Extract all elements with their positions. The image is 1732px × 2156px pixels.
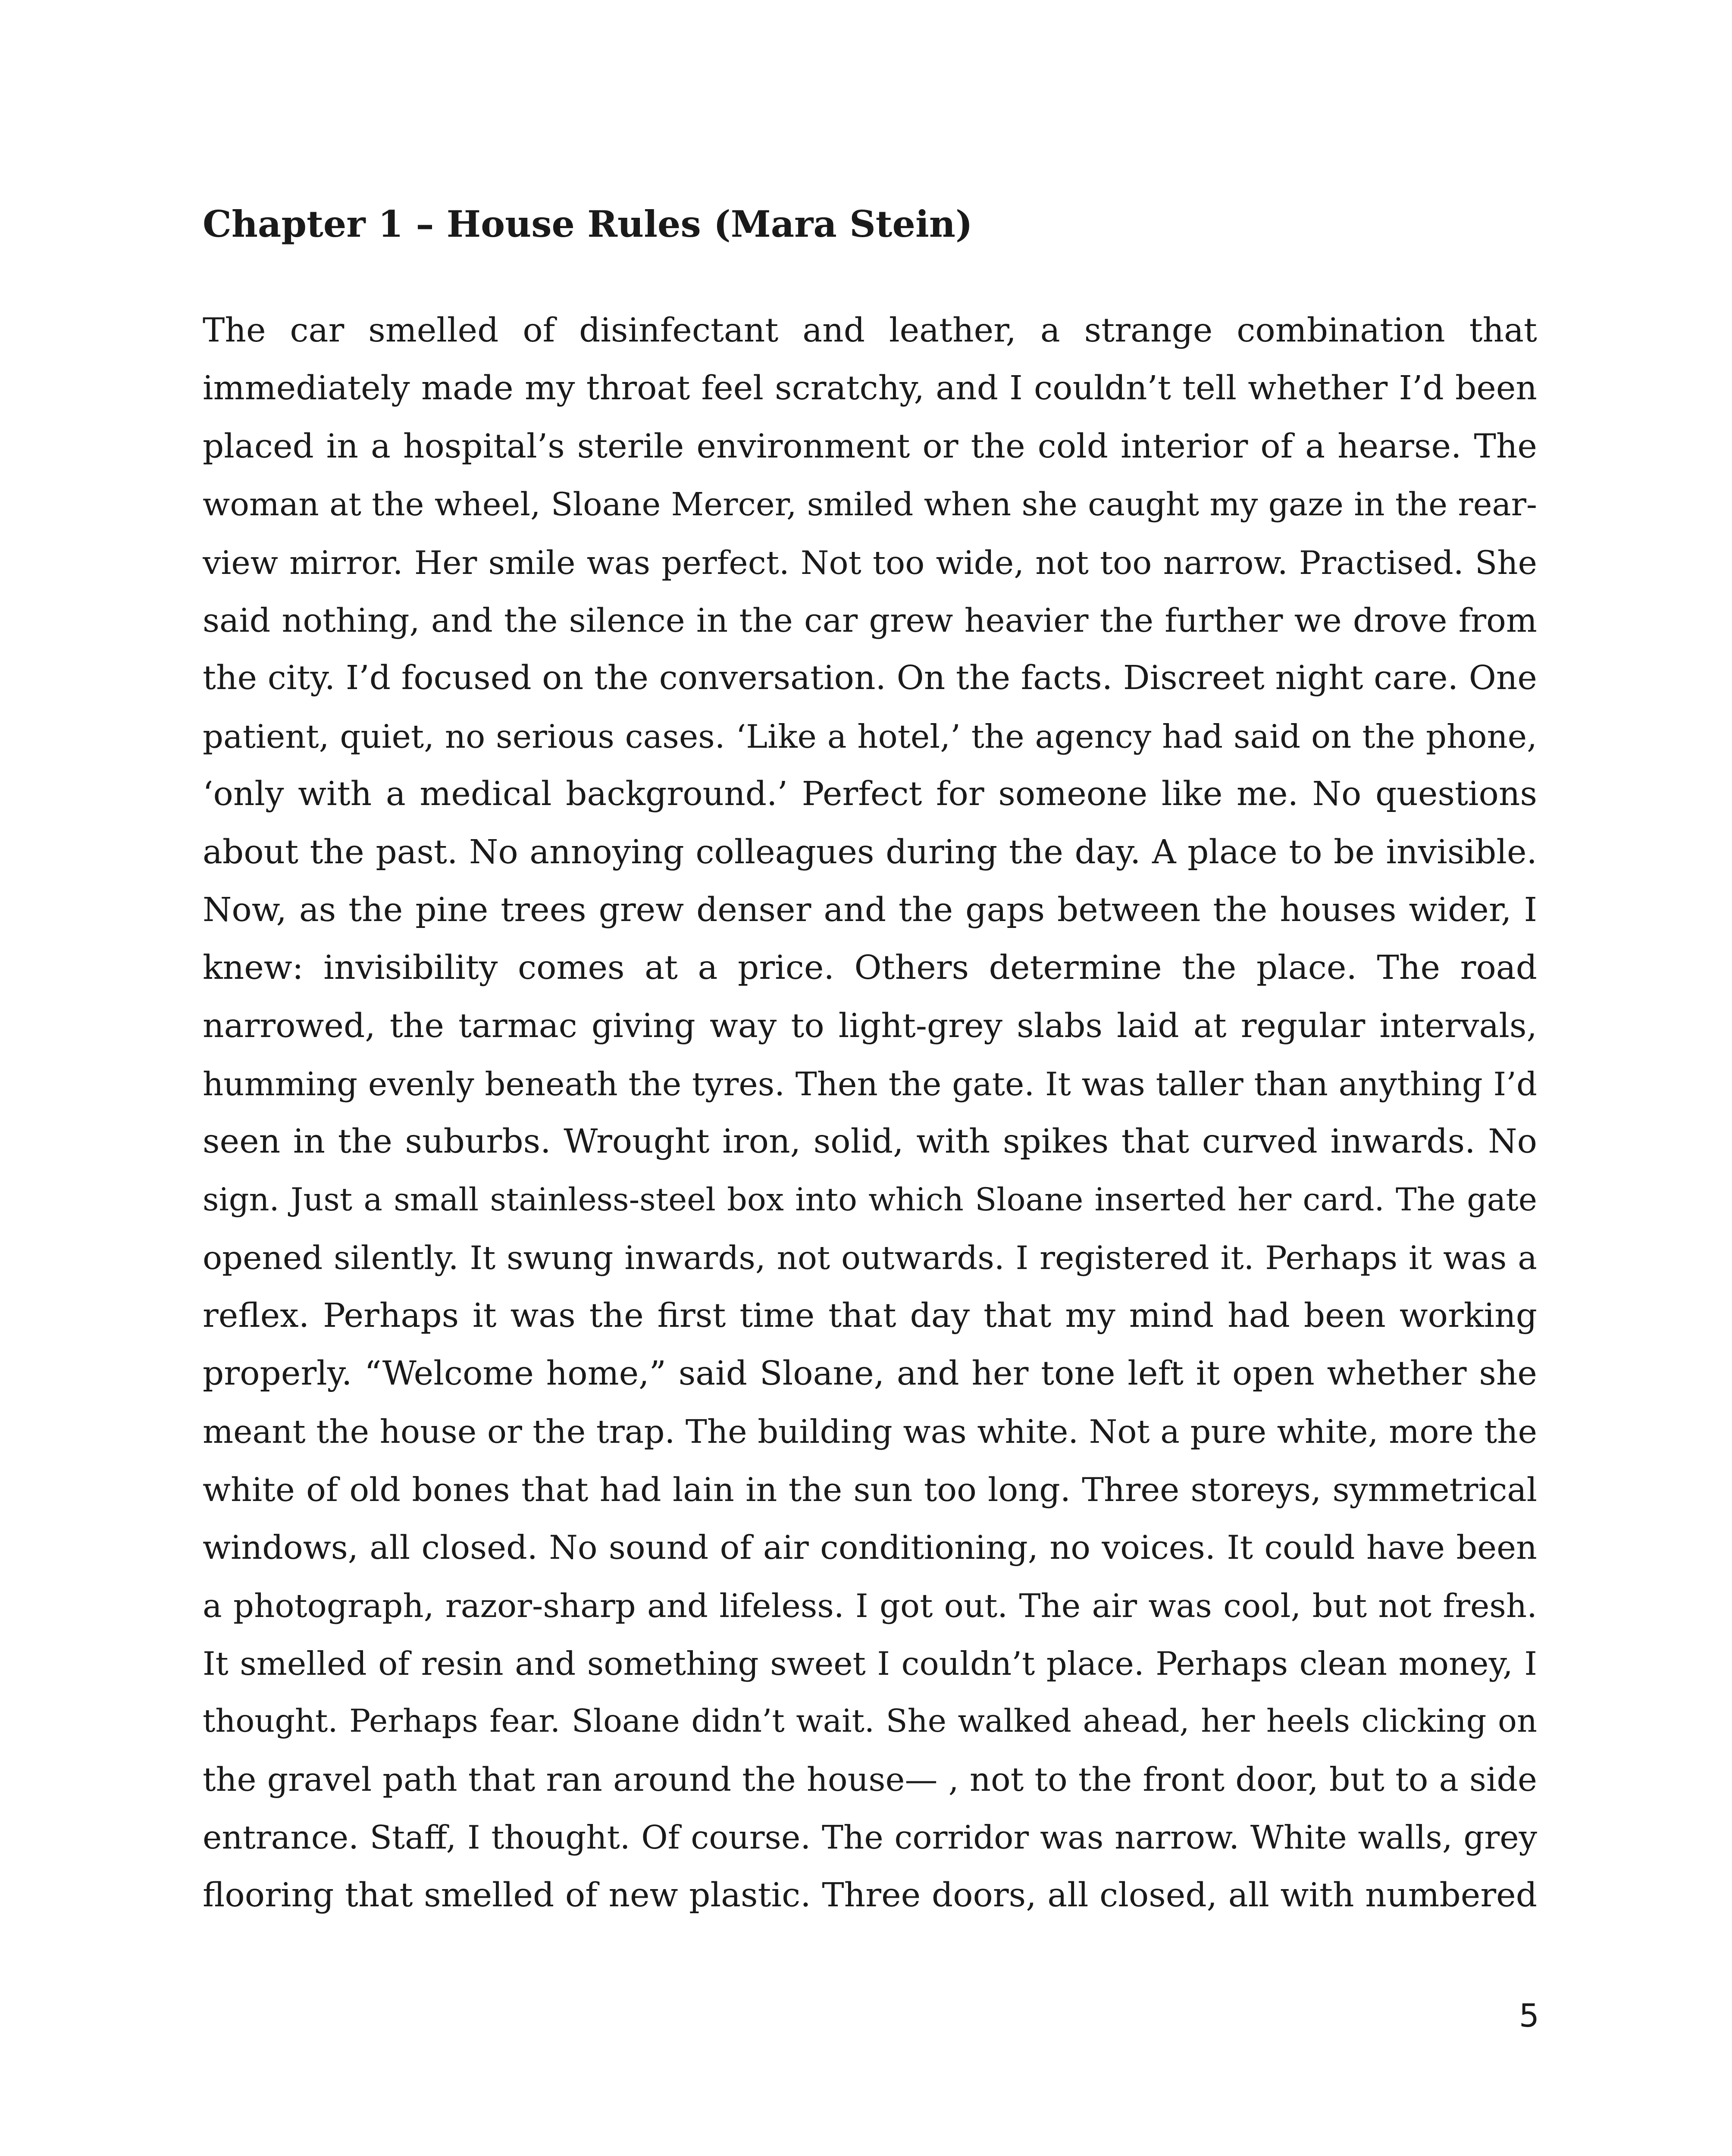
text-line: sign. Just a small stainless-steel box into which Sloane inserted her card. The gate — [203, 1181, 1537, 1218]
text-line: the city. I’d focused on the conversation. On the facts. Discreet night care. One — [203, 659, 1537, 698]
text-line: entrance. Staff, I thought. Of course. The corridor was narrow. White walls, grey — [203, 1818, 1537, 1857]
text-line: opened silently. It swung inwards, not outwards. I registered it. Perhaps it was a — [203, 1239, 1537, 1277]
text-line: seen in the suburbs. Wrought iron, solid, with spikes that curved inwards. No — [203, 1122, 1537, 1161]
text-line: It smelled of resin and something sweet I couldn’t place. Perhaps clean money, I — [203, 1644, 1537, 1683]
text-line: the gravel path that ran around the house— , not to the front door, but to a side — [203, 1760, 1537, 1799]
text-line: about the past. No annoying colleagues during the day. A place to be invisible. — [203, 833, 1537, 871]
text-line: flooring that smelled of new plastic. Three doors, all closed, all with numbered — [203, 1876, 1537, 1915]
text-line: humming evenly beneath the tyres. Then the gate. It was taller than anything I’d — [203, 1065, 1537, 1103]
text-line: thought. Perhaps fear. Sloane didn’t wait. She walked ahead, her heels clicking on — [203, 1703, 1537, 1740]
text-line: ‘only with a medical background.’ Perfect for someone like me. No questions — [203, 775, 1537, 814]
page-number: 5 — [1519, 1997, 1539, 2034]
text-line: immediately made my throat feel scratchy, and I couldn’t tell whether I’d been — [203, 369, 1537, 408]
text-line: windows, all closed. No sound of air conditioning, no voices. It could have been — [203, 1528, 1537, 1567]
chapter-title: Chapter 1 – House Rules (Mara Stein) — [203, 203, 973, 245]
text-line: placed in a hospital’s sterile environment or the cold interior of a hearse. The — [203, 427, 1537, 466]
text-line: knew: invisibility comes at a price. Others determine the place. The road — [203, 949, 1537, 987]
text-line: Now, as the pine trees grew denser and the gaps between the houses wider, I — [203, 890, 1537, 929]
text-line: said nothing, and the silence in the car grew heavier the further we drove from — [203, 601, 1537, 639]
text-line: The car smelled of disinfectant and leather, a strange combination that — [203, 311, 1537, 350]
body-paragraph — [203, 302, 1537, 1924]
text-line: woman at the wheel, Sloane Mercer, smiled when she caught my gaze in the rear- — [203, 486, 1537, 523]
text-line: reflex. Perhaps it was the first time that day that my mind had been working — [203, 1296, 1537, 1335]
text-line: a photograph, razor-sharp and lifeless. I got out. The air was cool, but not fresh. — [203, 1586, 1537, 1625]
text-line: narrowed, the tarmac giving way to light-grey slabs laid at regular intervals, — [203, 1006, 1537, 1045]
text-line: view mirror. Her smile was perfect. Not too wide, not too narrow. Practised. She — [203, 543, 1537, 582]
text-line: meant the house or the trap. The building was white. Not a pure white, more the — [203, 1413, 1537, 1451]
text-line: white of old bones that had lain in the sun too long. Three storeys, symmetrical — [203, 1470, 1537, 1509]
text-line: properly. “Welcome home,” said Sloane, and her tone left it open whether she — [203, 1354, 1537, 1393]
text-line: patient, quiet, no serious cases. ‘Like a hotel,’ the agency had said on the phone, — [203, 717, 1537, 755]
